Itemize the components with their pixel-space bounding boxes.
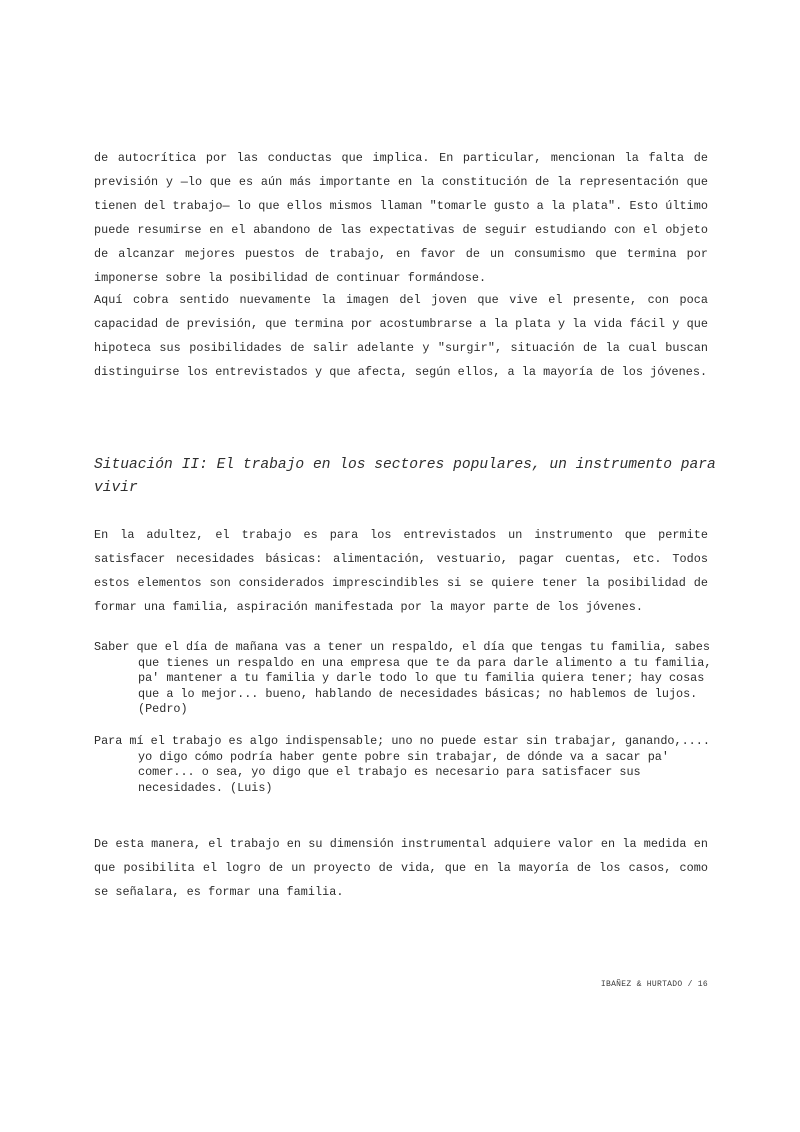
block-quote-pedro: Saber que el día de mañana vas a tener un respaldo, el día que tengas tu familia, sabes que tienes un respaldo en una empresa que te da para darle alimento a tu familia, pa' mantener a tu familia y darle todo lo que tu familia quiera tener; hay cosas que a lo mejor... bueno, hablando de necesidades básicas; no hablemos de lujos. (Pedro) bbox=[94, 640, 712, 716]
body-paragraph-1: de autocrítica por las conductas que implica. En particular, mencionan la falta de previsión y —lo que es aún más importante en la constitución de la representación que tienen del trabajo— lo que ellos mismos llaman "tomarle gusto a la plata". Esto último puede resumirse en el abandono de las expectativas de seguir estudiando con el objeto de alcanzar mejores puestos de trabajo, en favor de un consumismo que termina por imponerse sobre la posibilidad de continuar formándose. bbox=[94, 151, 708, 285]
page-footer: IBAÑEZ & HURTADO / 16 bbox=[600, 980, 708, 989]
block-quote-luis: Para mí el trabajo es algo indispensable; uno no puede estar sin trabajar, ganando,.... yo digo cómo podría haber gente pobre sin trabajar, de dónde va a sacar pa' comer... o sea, yo digo que el trabajo es necesario para satisfacer sus necesidades. (Luis) bbox=[94, 734, 710, 795]
body-paragraph-2: Aquí cobra sentido nuevamente la imagen del joven que vive el presente, con poca capacidad de previsión, que termina por acostumbrarse a la plata y la vida fácil y que hipoteca sus posibilidades de salir adelante y "surgir", situación de la cual buscan distinguirse los entrevistados y que afecta, según ellos, a la mayoría de los jóvenes. bbox=[94, 293, 708, 379]
section-heading: Situación II: El trabajo en los sectores populares, un instrumento para vivir bbox=[94, 457, 716, 496]
body-paragraph-3: En la adultez, el trabajo es para los entrevistados un instrumento que permite satisfacer necesidades básicas: alimentación, vestuario, pagar cuentas, etc. Todos estos elementos son considerados imprescindibles si se quiere tener la posibilidad de formar una familia, aspiración manifestada por la mayor parte de los jóvenes. bbox=[94, 528, 708, 614]
body-paragraph-4: De esta manera, el trabajo en su dimensión instrumental adquiere valor en la medida en que posibilita el logro de un proyecto de vida, que en la mayoría de los casos, como se señalara, es formar una familia. bbox=[94, 837, 708, 899]
